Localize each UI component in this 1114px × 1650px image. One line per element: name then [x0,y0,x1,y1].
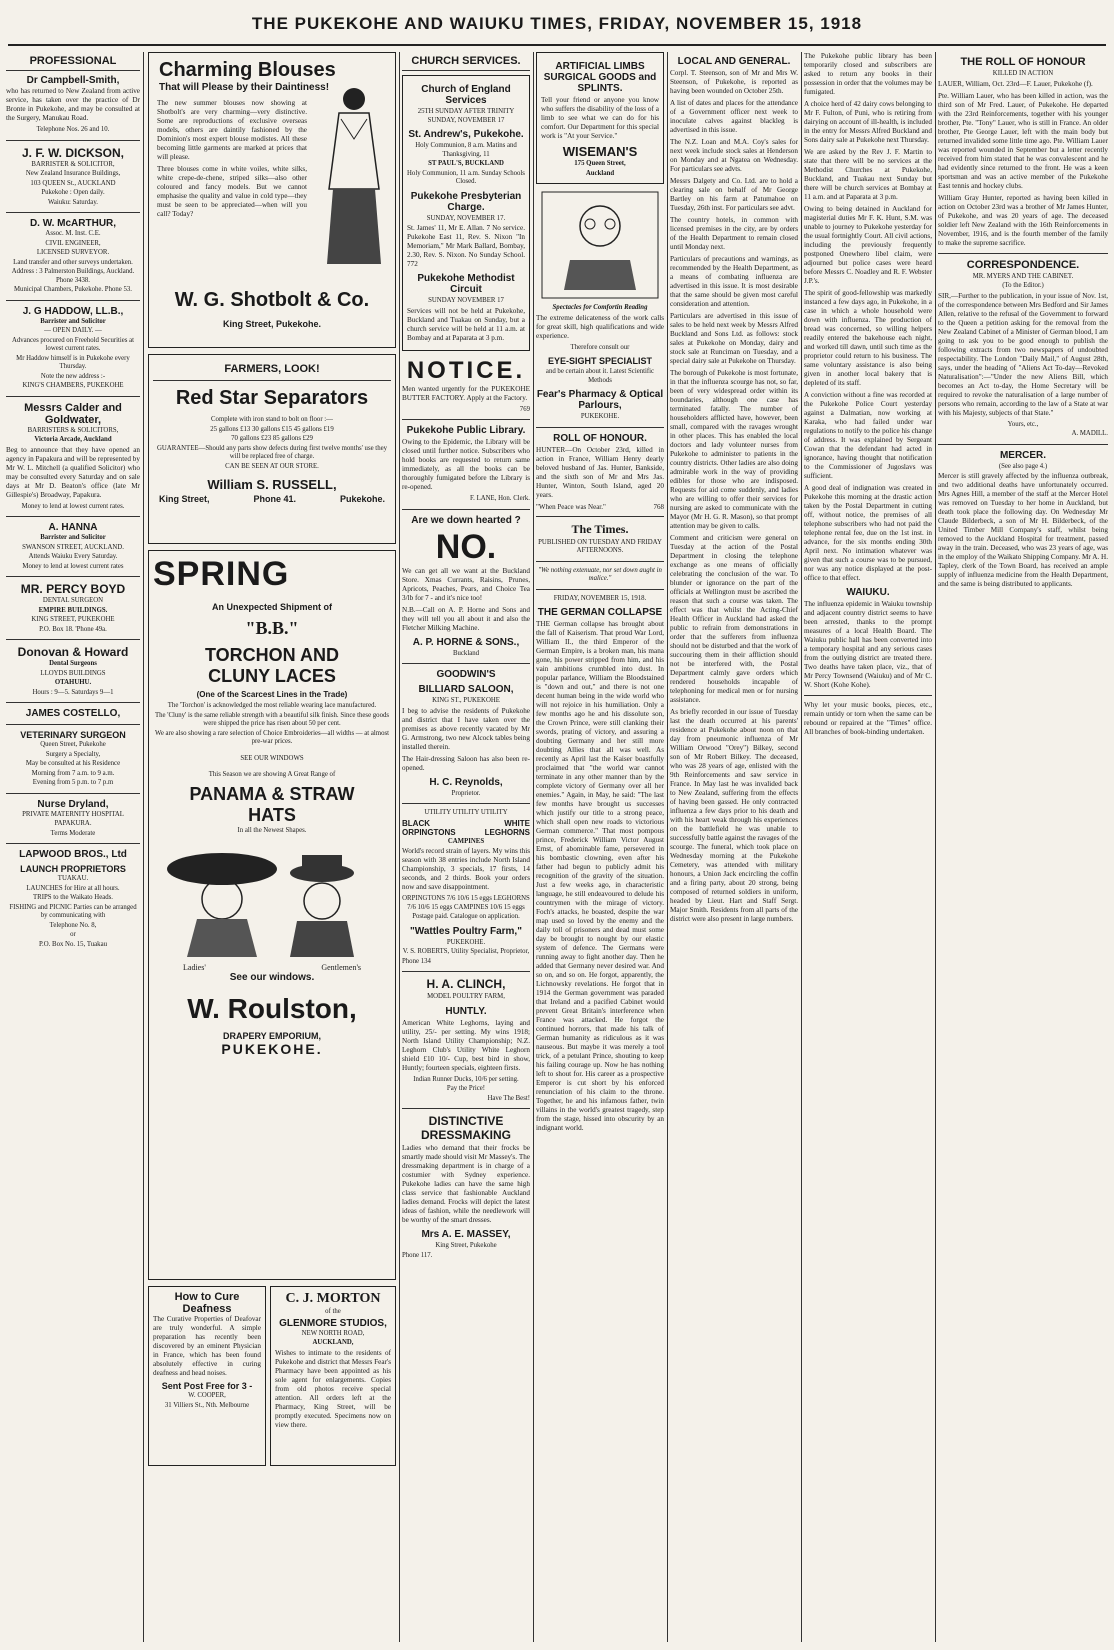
deafness-ad [148,1286,266,1466]
torchon-text: The 'Torchon' is acknowledged the most reliable wearing lace manufactured. [167,702,377,709]
local-paragraph: Particulars are advertised in this issue of sales to be held next week by Messrs Alfred Buckland and Sons Ltd. as follows: stock sales at Pukekohe on Monday, dairy and stock sale at Runciman on Tuesday, and a special dairy sale at Pukekohe on Thursday. [670,312,798,365]
dryland-name: Nurse Dryland, [37,798,109,810]
mercer-text: Mercer is still gravely affected by the influenza outbreak, and two additional deaths have unfortunately occurred. Mrs Agnes Hill, a member of the staff at the Mercer Hotel was removed on Tuesday to her home in Auckland, but death took place the following day. On Wednesday Mr Claude Bilderbeck, a son of Mr H. Bilderbeck, of the United Timber Mill Company's staff, whilst being removed to the Auckland Hospital for treatment, passed away in the train. Deceased, who was 23 years of age, was in the employ of the Waikato Shipping Company. Mr A. H. Tapley, clerk of the Town Board, has received an ample supply of influenza medicine from the Health Department, and the same is being distributed to applicants. [938,472,1108,588]
donovan-line: LLOYDS BUILDINGS [40,669,106,677]
roulston-name: W. Roulston, [187,993,357,1024]
methodist-date: SUNDAY NOVEMBER 17 [428,297,504,304]
russell-address: King Street, [159,494,210,504]
proprietor-line: Proprietor. [451,789,481,797]
shotbolt-name: W. G. Shotbolt & Co. [174,289,370,311]
clinch-text: American White Leghorns, laying and utility, 25/- per setting. My wins 1918; North Island Utility Championship; N.Z. Leghorn Club's Utility White Leghorn shield £10 10/- Cup, best bird in show, Huntly; fourteen specials, eighteen firsts. [402,1018,530,1072]
local-paragraph: The borough of Pukekohe is most fortunate, in that the influenza scourge has not, so far, been of very widespread order within its boundaries, although one case has terminated fatally. The number of householders afflicted have, however, been small, compared with the ravages wrought in other places. This has enabled the local doctors and lady volunteer nurses from Pukekohe to administer to patients in the country districts. Other ladies are also doing admirable work in the way of providing edibles for those who are indisposed. Requests for aid come suddenly, and ladies who are willing to offer their services for nursing are asked to communicate with the Mayor (Mr H. G. R. Mason), so that prompt attention may be given to calls. [670,369,798,530]
notice-heading: NOTICE. [406,356,526,384]
donovan-line: Dental Surgeons [49,660,97,667]
editor-line: (To the Editor.) [1002,282,1044,289]
panama-heading: PANAMA & STRAW [189,783,355,804]
campines-label: CAMPINES [447,837,485,845]
library-signature: F. LANE, Hon. Clerk. [469,495,530,502]
blouse-text: Three blouses come in white voiles, white silks, white crepe-de-chene, striped silks—also other coloured and fancy models. But we cannot emphasise the quality and value in cold type—they must be seen to be appreciated—when will you call? Today? [157,165,307,218]
launch-line: TUAKAU. [57,875,89,882]
artificial-limbs-ad [536,52,664,184]
church-heading: CHURCH SERVICES. [402,52,530,71]
collapse-heading: THE GERMAN COLLAPSE [537,607,663,618]
dickson-line: Waiuku: Saturday. [48,198,98,206]
morton-line: AUCKLAND, [312,1339,354,1346]
blouse-subtitle: That will Please by their Daintiness! [159,82,330,93]
torchon-heading: TORCHON AND [205,645,339,665]
correspondence-text: SIR,—Further to the publication, in your issue of Nov. 1st, of the correspondence between Mrs Bedford and Sir James Allen, relative to the refusal of the Government to forward to the Queen a petition asking for the removal from the New Zealand Cabinet of a Minister of German blood, I am going to ask you to be good enough to publish the following extracts from two newspapers of undoubted respectability. The London "Daily Mail," of August 28th, says, under the heading of "Aliens Act To-day—Revoked Naturalisation":—"Under the new Aliens Bill, which becomes an Act to-day, the Home Secretary will be required to revoke the naturalisation of a large number of persons who remain, according to the law of a State at war with his Majesty, subjects of that State." [938,291,1108,417]
presbyterian-date: SUNDAY, NOVEMBER 17. [426,214,506,222]
scarcest-line: (One of the Scarcest Lines in the Trade) [196,690,348,699]
library-heading: Pukekohe Public Library. [406,425,526,436]
spectacles-illustration [540,190,660,300]
professional-column [6,52,140,1642]
church-services-column [402,52,530,1642]
vet-line: Surgery a Specialty, [45,750,101,758]
separator-line: Complete with iron stand to bolt on floor :— [211,416,333,423]
blouse-text: The new summer blouses now showing at Shotbolt's are very charming—very distinctive. Some are reproductions of exclusive overseas models, others are daintily fashioned by the Dominion's most expert blouse modistes. All these becoming little garments are marked at prices that will please. [157,99,307,161]
local-paragraph: Messrs Dalgety and Co. Ltd. are to hold a clearing sale on behalf of Mr George Bartley on his farm at Patumahoe on Tuesday, 26th inst. For particulars see advt. [670,177,798,212]
season-line: This Season we are showing A Great Range of [208,771,336,778]
wiseman-name: WISEMAN'S [562,144,638,159]
dickson-line: 103 QUEEN St., AUCKLAND [30,179,116,187]
hats-illustration [162,839,382,959]
launch-line: LAUNCHES for Hire at all hours. [26,884,120,892]
roll-heading: ROLL OF HONOUR. [553,432,647,444]
hanna-line: Attends Waiuku Every Saturday. [28,553,118,560]
launch-line: TRIPS to the Waikato Heads. [33,894,113,901]
phone-line: Phone 134 [402,957,431,965]
eyesight-heading: EYE-SIGHT SPECIALIST [547,356,652,366]
dryland-line: PRIVATE MATERNITY HOSPITAL [22,810,124,818]
hanna-line: Barrister and Solicitor [40,534,106,541]
cluny-text: The 'Cluny' is the same reliable strength with a beautiful silk finish. Since these goods were shipped the price has risen about 50 per cent. [154,711,390,727]
boyd-line: P.O. Box 18. 'Phone 49a. [39,625,107,633]
local-paragraph: We are asked by the Rev J. F. Martin to state that there will be no services at the Methodist Churches at Pukekohe, Buckland, and Tuakau next Sunday but there will be church services at Bombay at 11 a.m. and at Paparata at 3 p.m. [804,148,932,201]
massey-phone: Phone 117. [402,1251,433,1259]
haddow-line: Mr Haddow himself is in Pukekohe every Thursday. [16,354,130,370]
mcarthur-line: Municipal Chambers, Pukekohe. Phone 53. [14,286,132,293]
waiuku-text: The influenza epidemic in Waiuku township and adjacent country district seems to have been arrested, thanks to the prompt measures of a local Health Board. The Waiuku public hall has been converted into a temporary hospital and any serious cases from the outlying district are treated there. Two deaths have taken place, viz., that of Mr Percy Townsend (Waiuku) and of Mr C. W. Short (Kohe Kohe). [804,600,932,689]
fears-name: Fear's Pharmacy & Optical Parlours, [536,389,664,411]
campbell-name: Dr Campbell-Smith, [26,75,120,86]
no-heading: NO. [435,527,497,566]
vet-line: Morning from 7 a.m. to 9 a.m. [31,769,115,777]
correspondence-heading: CORRESPONDENCE. [966,258,1080,271]
local-paragraph: As briefly recorded in our issue of Tuesday last the death occurred at his parents' residence at Pukekohe about noon on that day from pneumonic influenza of Mr William Orwood "Orey") Bilkey, second son of Mr Robert Bilkey. The deceased, who was 28 years of age, enlisted with the 9th Reinforcements and saw service in France. In May last he was invalided back to New Zealand, suffering from the effects of having been gassed. He only contracted influenza a few days prior to his death and with his heart weak through his experiences on the battlefield he was unable to successfully battle against the ravages of the scourge. The funeral, which took place on Wednesday morning at the Pukekohe Cemetery, was attended with military honours, a Union Jack encircling the coffin and a firing party, about 20 strong, being composed of returned soldiers in uniform, headed by Lieut. Hart and Staff Sergt. Major Smith. Residents from all parts of the district were also present in large numbers. [670,708,798,923]
boyd-line: KING STREET, PUKEKOHE [31,616,115,623]
billiard-heading: BILLIARD SALOON, [418,684,514,695]
clinch-name: H. A. CLINCH, [426,977,506,991]
mercer-heading: MERCER. [999,449,1047,461]
st-andrews-heading: St. Andrew's, Pukekohe. [408,129,524,140]
local-paragraph: A list of dates and places for the attendance of a Government officer next week to inoculate calves against blackleg is advertised in this issue. [670,99,798,134]
hanna-name: A. HANNA [48,522,98,533]
spring-subtitle: An Unexpected Shipment of [211,602,332,612]
deafness-address: 31 Villiers St., Nth. Melbourne [164,1401,250,1409]
spring-title: SPRING [153,555,290,593]
orpingtons-label: ORPINGTONS [402,827,456,837]
st-andrews-text: Holy Communion, 8 a.m. Matins and Thanksgiving, 11 [415,142,517,158]
morton-studio: GLENMORE STUDIOS, [279,1317,387,1329]
morton-line: NEW NORTH ROAD, [301,1329,365,1337]
correspondence-signoff: Yours, etc., [1007,420,1039,428]
campbell-phone: Telephone Nos. 26 and 10. [36,126,110,133]
roberts-line: V. S. ROBERTS, Utility Specialist, Proprietor, [402,948,530,955]
goodwin-name: GOODWIN'S [436,669,496,680]
embroidery-text: We are also showing a rare selection of Choice Embroideries—all widths — at almost pre-war prices. [154,729,390,745]
separator-prices: 25 gallons £13 30 gallons £15 45 gallons £19 [210,425,334,433]
roll-quote: "When Peace was Near." [536,502,606,511]
column-rule [801,52,802,1642]
mcarthur-line: Address : 3 Palmerston Buildings, Auckland. Phone 3438. [11,268,135,284]
postage-line: Postage paid. Catalogue on application. [412,913,520,920]
blouse-illustration [319,79,389,269]
mcarthur-line: Land transfer and other surveys undertaken. [13,258,133,266]
separator-ad [148,354,396,544]
local-paragraph: A conviction without a fine was recorded at the Pukekohe Police Court yesterday against a Dalmatian, now working at Karaka, who had failed under war regulations to notify to the police his change of address. It was explained by Sergeant Cowan that the defendant had acted in ignorance, having thought that notification to the Commissioner of Jugoslavs was sufficient. [804,391,932,480]
hearted-heading: Are we down hearted ? [411,514,521,526]
donovan-line: Hours : 9—5. Saturdays 9—1 [32,688,114,696]
mcarthur-line: LICENSED SURVEYOR. [36,249,110,256]
honour-heading: THE ROLL OF HONOUR [960,56,1086,68]
published-line: PUBLISHED ON TUESDAY AND FRIDAY AFTERNOONS. [538,538,662,554]
local-general-column [670,52,798,1642]
calder-name: Messrs Calder and Goldwater, [24,401,122,426]
mcarthur-line: Assoc. M. Inst. C.E. [45,230,101,237]
fears-town: PUKEKOHE. [580,413,620,420]
boyd-line: DENTAL SURGEON [42,597,104,604]
killed-line: KILLED IN ACTION [992,70,1054,77]
spectacles-text: The extreme delicateness of the work calls for great skill, high qualifications and wide experience. [536,313,664,340]
horne-name: A. P. HORNE & SONS., [412,636,520,648]
bb-label: "B.B." [245,618,299,638]
ladies-label: Ladies' [183,963,206,972]
newest-line: In all the Newest Shapes. [237,826,307,834]
roll-of-honour-column [938,52,1108,1642]
calder-line: Victoria Arcade, Auckland [34,436,112,443]
deafness-title: How to Cure Deafness [174,1291,240,1315]
dressmaking-text: Ladies who demand that their frocks be smartly made should visit Mr Massey's. The dressmaking department is in charge of a costumier with Sydney experience. Pukekohe ladies can have the same high class service that fashionable Auckland ladies demand. Frocks will depict the latest ideas of fashion, while the needlework will be worthy of the smart dresses. [402,1144,530,1224]
dressmaking-heading: DISTINCTIVE DRESSMAKING [420,1114,511,1142]
local-paragraph: A good deal of indignation was created in Pukekohe this morning at the drastic action taken by the Postal Department in cutting off, without notice, the premises of all telephone subscribers who had not paid the telephone rental fee, due on the 1st inst. in advance, for the six months ending 30th April next. No intimation whatever was given that such a course was to be pursued, nor was any notice displayed at the post-office to that effect. [804,484,932,582]
leghorns-label: LEGHORNS [484,827,530,837]
correspondence-subheading: MR. MYERS AND THE CABINET. [972,272,1074,280]
roulston-ad [148,550,396,1280]
huntly-heading: HUNTLY. [445,1005,487,1017]
local-paragraph: Comment and criticism were general on Tuesday at the action of the Postal Department in closing the telephone exchange as one means of officially celebrating the conclusion of the war. To blunder or ignorance on the part of the officials at Wellington must be ascribed the reason that such a course was taken. The effect was that whilst the Acting-Chief Health Officer in Auckland had asked the public to refrain from demonstrations in order that the sufferers from influenza should not be disturbed and that the work of succouring them in their affliction should not be interfered with, the Postal Department calmly gave orders which rendered households incapable of telephoning for medical men or for nursing assistance. [670,534,798,704]
dickson-line: New Zealand Insurance Buildings, [25,170,121,177]
deafness-post: Sent Post Free for 3 - [161,1381,253,1391]
utility-line: UTILITY UTILITY UTILITY [424,809,508,816]
vet-line: Queen Street, Pukekohe [40,741,106,748]
morton-line: of the [325,1308,341,1315]
lauer-text: Pte. William Lauer, who has been killed in action, was the third son of Mr Fred. Lauer, of Pukekohe. He departed with the 23rd Reinforcements, together with his younger brother, Pte. "Tony" Lauer, who is still in France. An older brother, Pte George Lauer, left with the main body but returned invalided some little time ago. Pte. William Lauer was reported wounded in September but a letter recently received from him stated that he was convalescent and he had evidently since returned to the front. He was a keen sportsman and was an active member of the Pukekohe East tennis and hockey clubs. [938,91,1108,190]
england-heading: Church of England Services [421,84,511,106]
horne-town: Buckland [452,649,480,657]
advertisement-column [148,52,396,1642]
farmers-heading: FARMERS, LOOK! [224,363,320,375]
bookbinding-text: Why let your music books, pieces, etc., remain untidy or torn when the same can be rebound or repaired at the "Times" office. All branches of book-binding undertaken. [804,701,932,736]
newspaper-title: THE PUKEKOHE AND WAIUKU TIMES, FRIDAY, NOVEMBER 15, 1918 [251,14,863,33]
lauer-entry: LAUER, William, Oct. 23rd—F. Lauer, Pukekohe (f). [938,79,1093,88]
roll-number: 768 [653,502,664,511]
wiseman-address: 175 Queen Street, [574,160,626,167]
haddow-line: KING'S CHAMBERS, PUKEKOHE [22,382,124,389]
roll-text: HUNTER—On October 23rd, killed in action in France, William Henry dearly beloved husband of Jas. Hunter, Bankside, and the sixth son of Mr and Mrs Jas. Hunter, Winton, South Island, aged 20 years. [536,445,664,499]
notice-text: Men wanted urgently for the PUKEKOHE BUTTER FACTORY. Apply at the Factory. [402,384,530,402]
column-rule [399,52,400,1642]
times-heading: The Times. [571,521,629,536]
separators-title: Red Star Separators [175,387,369,409]
donovan-name: Donovan & Howard [17,645,129,659]
haddow-line: Barrister and Solicitor [40,317,106,325]
local-paragraph: Owing to being detained in Auckland for magisterial duties Mr F. K. Hunt, S.M. was unable to journey to Pukekohe yesterday for the usual fortnightly Court. All civil actions, including the previously frequently postponed Onewhero libel claim, were adjourned but police cases were heard before Messrs C. Noadley and R. F. Webster J.P.'s. [804,205,932,285]
dickson-line: BARRISTER & SOLICITOR, [31,160,115,168]
england-date: 25TH SUNDAY AFTER TRINITY SUNDAY, NOVEMBER 17 [417,108,515,124]
runner-line: Indian Runner Ducks, 10/6 per setting. [413,1075,519,1083]
drapery-line: DRAPERY EMPORIUM, [222,1031,321,1041]
presbyterian-text: St. James' 11, Mr E. Allan. 7 No service. Pukekohe East 11, Rev. S. Nixon "In Memoriam," Mr Mark Ballard, Bombay, 2.30, Rev. S. Nixon. No Sunday School. 772 [407,224,525,268]
local-paragraph: Particulars of precautions and warnings, as recommended by the Health Department, as a means of combating influenza are advertised in this issue. It is most desirable that the same should be given most careful consideration and attention. [670,255,798,308]
cluny-heading: CLUNY LACES [208,666,336,686]
vet-name: VETERINARY SURGEON [20,730,126,740]
haddow-line: Advances procured on Freehold Securities at lowest current rates. [11,336,135,352]
reynolds-name: H. C. Reynolds, [429,776,503,788]
separator-prices: 70 gallons £23 85 gallons £29 [231,435,313,442]
pay-line: Pay the Price! [446,1085,486,1092]
dryland-line: PAPAKURA. [54,820,92,827]
boyd-line: EMPIRE BUILDINGS. [38,606,108,614]
billiard-address: KING ST., PUKEKOHE [432,697,500,704]
column-rule [667,52,668,1642]
massey-address: King Street, Pukekohe [435,1242,497,1249]
gents-label: Gentlemen's [321,963,361,972]
collapse-text: THE German collapse has brought about the fall of Kaiserism. That proud War Lord, William II., the third Emperor of the German Empire, is a broken man, his mana gone, his power stripped from him, and his vain ambitions crumbled into dust. In popular parlance, William the Bloodstained is "down and out," and there is not one decent human being in the wide world who will not rejoice in his humiliation. Only a few months ago he and his dissolute son, the Crown Prince, were still clanking their swords, prating of victory, and assuring a doubting Germany and her still more doubting Allies that all was well. As recently as April last the Kaiser boastfully proclaimed that "the world war cannot terminate in any other manner than by the complete victory of Germany over all her enemies." Again, in May, he said: "The last few months have brought us successes which justify our title to a strong peace, which shall open new roads to victorious German commerce." That most pompous prince, Frederick William Victor August Ernst, of abominable fame, persevered in his bombastic clowning, even after his father had begun to publicly admit his recognition of the gravity of the situation. Just a few weeks ago, in characteristic language, he still endeavoured to delude his countrymen with the mirage of victory. Foch's attacks, he boasted, despite the war map used so loved by the enemy and the daily toll of prisoners and dead must some day be brought to nought by our elastic system of defence. The Germans were running away to fight another day. Then he added that Germany never desired war. And so on, and so on. He forgot, apparently, the Lichnowsky revelations. He forgot that in 1914 the German government was paraded that Ireland and a pacified Cabinet would prevent Great Britain's interference when France was attacked. He forgot the continued horrors, that made his talk of German humanity as ridiculous as it was nauseous. But maybe it was merely a tool trick, of a petulant Prince, shouting to keep his failing courage up. Now he has nothing left to shout for. His career as a prospective Emperor is cut short by his enforced renunciation of his claim to the throne. Together, he and his infamous father, twin villains in the world's greatest tragedy, step from the stage, hissed into obscurity by an indignant world. [536,620,664,1132]
launch-line: or [70,931,76,938]
haddow-name: J. G HADDOW, LL.B., [22,305,124,317]
separator-seen: CAN BE SEEN AT OUR STORE. [225,462,319,470]
column-rule [533,52,534,1642]
pukekohe-line: PUKEKOHE. [221,1041,323,1057]
column-rule [143,52,144,1642]
local-paragraph: The spirit of good-fellowship was markedly instanced a few days ago, in Pukekohe, in a case in which a whole household were down with influenza. The production of bread was concerned, so willing helpers readily entered the bakehouse each night, and worked till dawn, until such time as the proprietor could return to his business. The same voluntary assistance is also being given in another local bakery that is depleted of its staff. [804,289,932,387]
costello-name: JAMES COSTELLO, [25,708,121,719]
hats-heading: HATS [248,804,296,825]
blouse-title: Charming Blouses [159,59,336,81]
windows-line: SEE OUR WINDOWS [240,754,304,762]
masthead [0,0,1114,50]
launch-line: Telephone No. 8, [49,921,97,929]
presbyterian-heading: Pukekohe Presbyterian Charge. [410,190,522,213]
local-paragraph: The country hotels, in common with licensed premises in the city, are by orders of the Health Department to remain closed until Monday next. [670,216,798,251]
russell-phone: Phone 41. [253,494,296,504]
calder-line: BARRISTERS & SOLICITORS, [27,426,119,434]
poultry-prices: ORPINGTONS 7/6 10/6 15 eggs LEGHORNS 7/6 10/6 15 eggs CAMPINES 10/6 15 eggs [402,895,530,911]
local-paragraph: The N.Z. Loan and M.A. Coy's sales for next week include stock sales at Henderson on Monday and at Ngatea on Wednesday. For particulars see advts. [670,138,798,173]
shotbolt-address: King Street, Pukekohe. [222,319,322,329]
hanna-line: Money to lend at lowest current rates [22,562,124,570]
dickson-name: J. F. W. DICKSON, [21,145,124,160]
masthead-rule [8,44,1106,46]
morton-ad [270,1286,396,1466]
haddow-line: Note the new address :- [40,372,106,380]
library-text: Owing to the Epidemic, the Library will be closed until further notice. Subscribers who hold books are requested to return same immediately, as all the books can be thoroughly fumigated before the Library is re-opened. [402,438,530,491]
poultry-text: World's record strain of layers. My wins this season with 38 entries include North Island Championship, 3 specials, 17 firsts, 14 seconds, and 2 thirds. Book your orders now and save disappointment. [402,847,530,891]
correspondence-name: A. MADILL. [1071,430,1108,437]
mcarthur-line: CIVIL ENGINEER, [45,239,101,247]
local-paragraph: The Pukekohe public library has been temporarily closed and subscribers are asked to return any books in their possession in order that the volumes may be fumigated. [804,52,932,96]
local-continued-column [804,52,932,1642]
shotbolt-blouse-ad [148,52,396,348]
dryland-line: Terms Moderate [50,829,96,837]
notice-number: 769 [519,405,530,413]
editorial-column [536,52,664,1642]
morton-name: C. J. MORTON [285,1291,381,1306]
horne-call: N.B.—Call on A. P. Horne and Sons and they will tell you all about it and also the Fletcher Milking Machine. [402,605,530,632]
launch-line: FISHING and PICNIC Parties can be arranged by communicating with [9,903,137,919]
consult-line: Therefore consult our [570,343,630,351]
white-label: WHITE [504,818,530,828]
methodist-text: Services will not be held at Pukekohe, Buckland and Tuakau on Sunday, but a church service will be held at 11 a.m. at Bombay and at Paparata at 3 p.m. [407,306,525,342]
dateline: FRIDAY, NOVEMBER 15, 1918. [553,594,647,602]
spectacles-caption: Spectacles for Comfortin Reading [552,304,648,311]
calder-text: Beg to announce that they have opened an agency in Papakura and will be represented by Mr W. L. Mitchell (a qualified Solicitor) who may be consulted every Saturday and on sale days at Mr D. Beaton's office (late Mr Gillespie's) Broadway, Papakura. [6,445,140,499]
methodist-heading: Pukekohe Methodist Circuit [417,273,515,295]
wattles-town: PUKEKOHE. [446,938,486,946]
donovan-line: OTAHUHU. [54,679,92,686]
calder-line: Money to lend at lowest current rates. [21,502,125,510]
clinch-farm: MODEL POULTRY FARM, [427,993,505,1000]
launch-line: P.O. Box No. 15, Tuakau [39,940,107,948]
separator-guarantee: GUARANTEE—Should any parts show defects during first twelve months' use they will be replaced free of charge. [156,444,388,460]
hunter-text: William Gray Hunter, reported as having been killed in action on October 23rd was a brother of Mr James Hunter, of Pukekohe, and was 20 years of age. The deceased soldier left New Zealand with the 16th Reinforcements in November, 1916, and is the fourth member of the family to make the supreme sacrifice. [938,193,1108,247]
boyd-name: MR. PERCY BOYD [20,582,126,596]
local-paragraph: A choice herd of 42 dairy cows belonging to Mr F. Fulton, of Puni, who is retiring from dairying on account of ill-health, is included in the entry for Messrs Alfred Buckland and Sons dairy sale at Pukekohe next Thursday. [804,100,932,144]
wattles-name: "Wattles Poultry Farm," [410,925,522,937]
waiuku-heading: WAIUKU. [846,587,890,598]
column-rule [935,52,936,1642]
church-of-england-box [402,75,530,351]
eyesight-text: and be certain about it. Latest Scientific Methods [545,368,655,384]
massey-name: Mrs A. E. MASSEY, [421,1229,511,1240]
deafness-text: The Curative Properties of Deafovar are truly wonderful. A simple preparation has recently been discovered by an eminent Physician in France, which has been found absolutely effective in curing deafness and head noises. [153,1315,261,1377]
see-page-line: (See also page 4.) [998,462,1048,470]
russell-town: Pukekohe. [339,494,385,504]
vet-line: Evening from 5 p.m. to 7 p.m [32,779,114,786]
local-paragraph: Corpl. T. Steenson, son of Mr and Mrs W. Steenson, of Pukekohe, is reported as having been wounded on October 25th. [670,69,798,95]
limbs-text: Tell your friend or anyone you know who suffers the disability of the loss of a limb to see what we can do for his comfort. Our Department for this special work is "At your Service." [541,96,659,140]
st-pauls-text: Holy Communion, 11 a.m. Sunday Schools Closed. [407,169,525,185]
russell-name: William S. RUSSELL, [207,477,337,492]
launch-name: LAUNCH PROPRIETORS [20,864,126,874]
deafness-name: W. COOPER, [188,1392,226,1399]
billiard-text: I beg to advise the residents of Pukekohe and district that I have taken over the premises as above recently vacated by Mr G. Armstrong, two new Alcock tables being installed therein. [402,706,530,751]
campbell-text: who has returned to New Zealand from active service, has taken over the practice of Dr Bronte in Pukekohe, and may be consulted at the Surgery, Manukau Road. [6,87,140,122]
mcarthur-name: D. W. McARTHUR, [29,218,117,229]
local-heading: LOCAL AND GENERAL. [677,56,791,67]
dickson-line: Pukekohe : Open daily. [41,189,105,196]
morton-text: Wishes to intimate to the residents of Pukekohe and district that Messrs Fear's Pharmacy have been appointed as his sole agent for enlargements. Copies from old photos receive special attention. All orders left at the Pharmacy, King Street, will be promptly executed. Specimens now on view there. [275,1348,391,1429]
black-label: BLACK [402,818,430,828]
horne-text: We can get all we want at the Buckland Store. Xmas Currants, Raisins, Prunes, Apricots, Peaches, Pears, and Choice Tea 3/lb for 7 - and it's nice too! [402,566,530,602]
st-pauls-heading: ST PAUL'S, BUCKLAND [428,160,504,167]
hanna-line: SWANSON STREET, AUCKLAND. [22,543,124,551]
vet-line: May be consulted at his Residence [25,760,121,767]
section-heading-professional: PROFESSIONAL [6,52,140,71]
motto-line: "We nothing extenuate, nor set down aught in malice." [538,566,662,582]
lapwood-name: LAPWOOD BROS., Ltd [19,849,127,860]
best-line: Have The Best! [487,1094,530,1102]
see-windows: See our windows. [229,972,315,983]
wiseman-city: Auckland [585,169,615,177]
limbs-heading: ARTIFICIAL LIMBS SURGICAL GOODS and SPLINTS. [543,61,657,94]
hairdressing-text: The Hair-dressing Saloon has also been re-opened. [402,754,530,772]
haddow-line: — OPEN DAILY. — [44,327,102,334]
